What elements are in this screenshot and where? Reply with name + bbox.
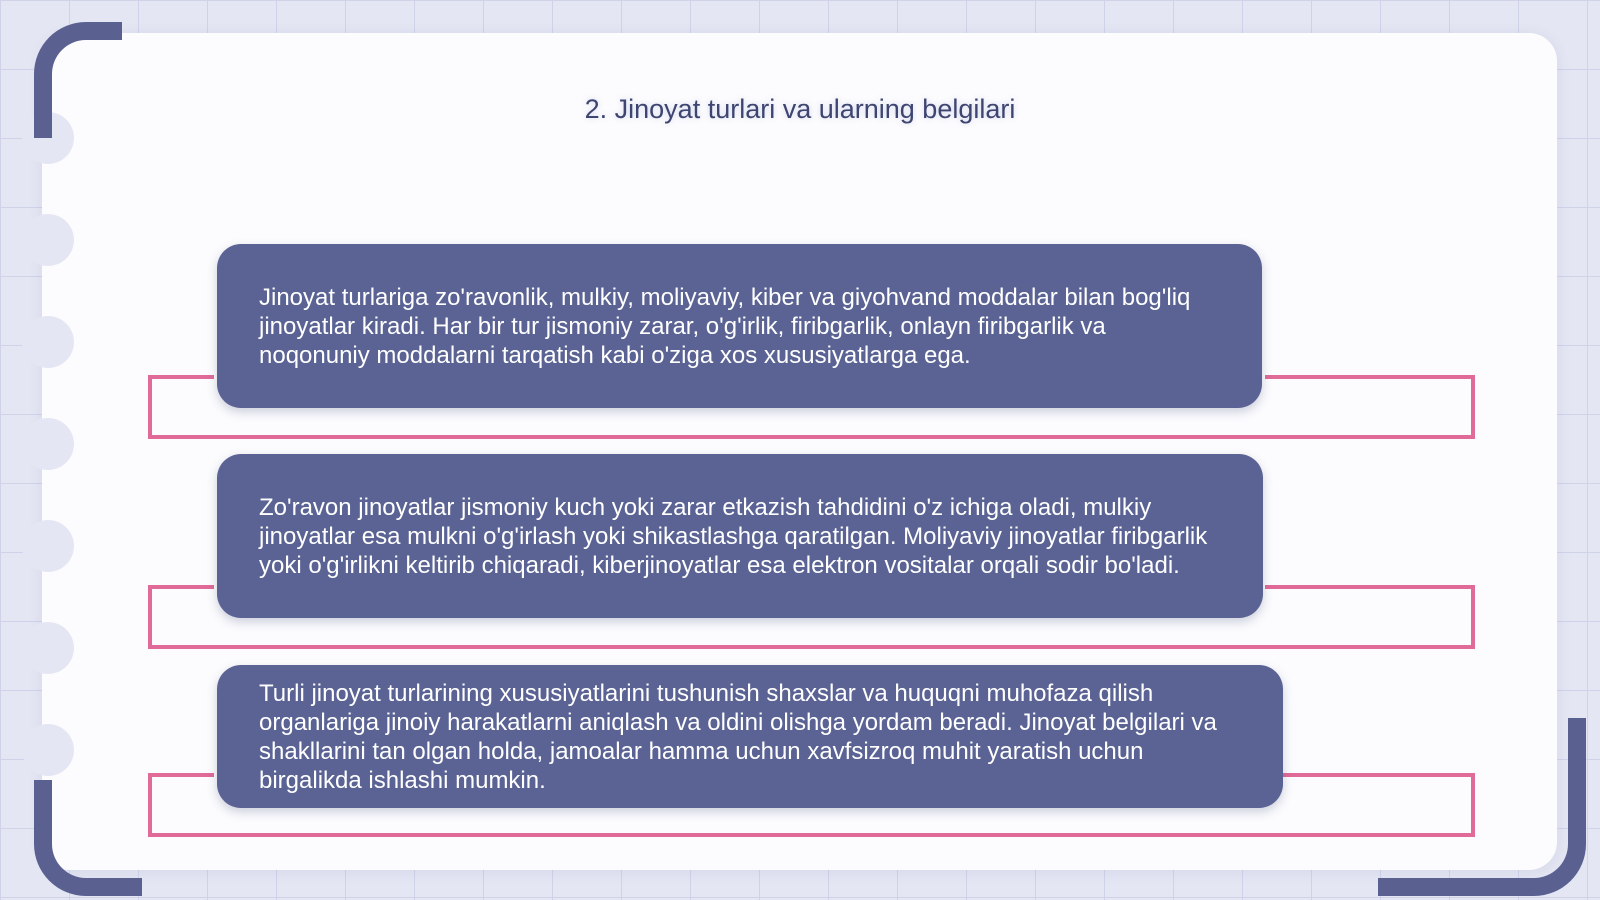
paper-notch <box>22 418 74 470</box>
paper-notch <box>22 520 74 572</box>
paper-notch <box>22 724 74 776</box>
card-frame-edge <box>1265 773 1475 777</box>
corner-bracket-bottom-left <box>34 780 142 896</box>
card-text: Zo'ravon jinoyatlar jismoniy kuch yoki zarar etkazish tahdidini o'z ichiga oladi, mulkiy jinoyatlar esa mulkni o'g'irlash yoki shikastlashga qaratilgan. Moliyaviy jinoyatlar firibgarlik yoki o'g'irlikni keltirib chiqaradi, kiberjinoyatlar esa elektron vositalar orqali sodir bo'ladi. <box>259 493 1208 579</box>
card-text: Jinoyat turlariga zo'ravonlik, mulkiy, moliyaviy, kiber va giyohvand moddalar bilan bog'liq jinoyatlar kiradi. Har bir tur jismoniy zarar, o'g'irlik, firibgarlik, onlayn firibgarlik va noqonuniy moddalarni tarqatish kabi o'ziga xos xususiyatlarga ega. <box>259 283 1191 369</box>
slide-title: 2. Jinoyat turlari va ularning belgilari <box>584 94 1016 124</box>
content-card <box>217 665 1283 808</box>
card-frame-edge <box>1265 585 1475 589</box>
content-card <box>217 454 1263 618</box>
paper-notch <box>22 214 74 266</box>
content-card <box>217 244 1262 408</box>
paper-notch <box>22 316 74 368</box>
card-frame-edge <box>148 375 214 379</box>
card-frame-edge <box>1265 375 1475 379</box>
paper-notch <box>22 622 74 674</box>
card-frame-edge <box>148 585 214 589</box>
card-frame-edge <box>148 773 214 777</box>
card-text: Turli jinoyat turlarining xususiyatlarini tushunish shaxslar va huquqni muhofaza qilish organlariga jinoiy harakatlarni aniqlash va oldini olishga yordam beradi. Jinoyat belgilari va shakllarini tan olgan holda, jamoalar hamma uchun xavfsizroq muhit yaratish uchun birgalikda ishlashi mumkin. <box>259 679 1217 794</box>
